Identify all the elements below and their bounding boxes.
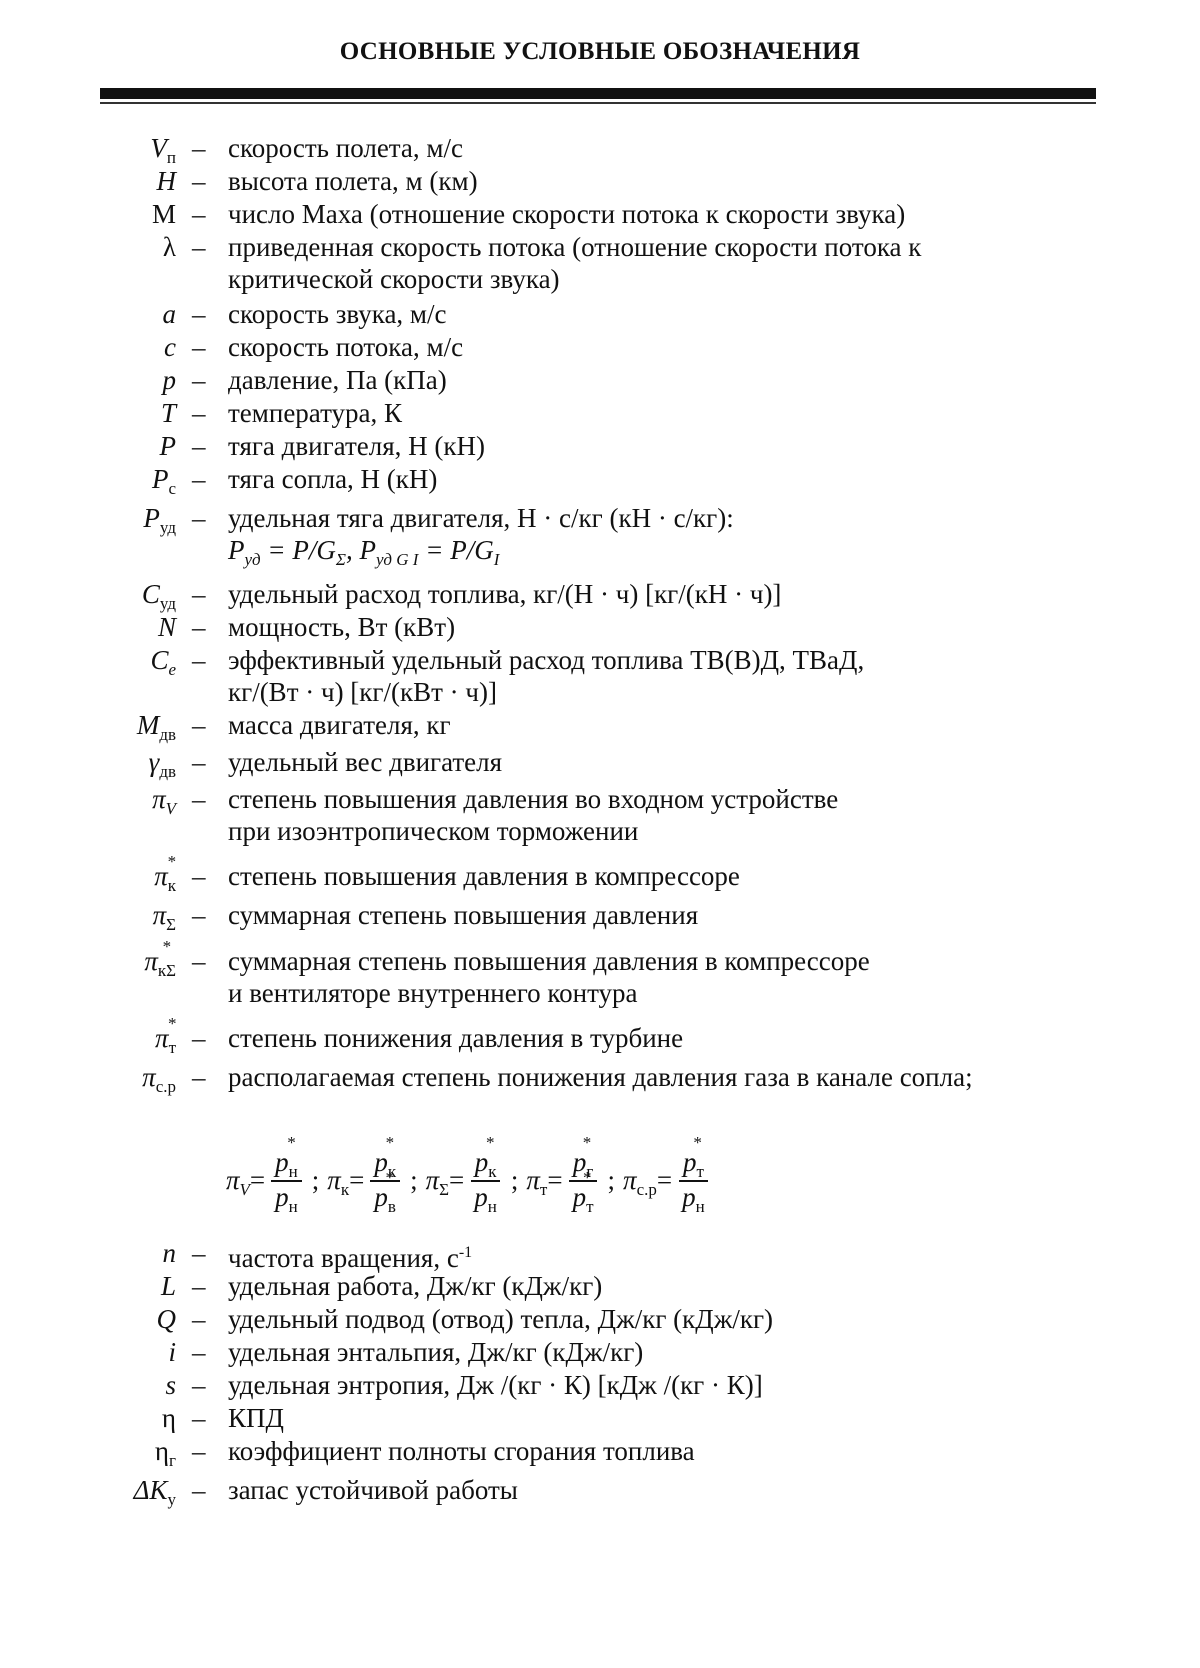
description: скорость полета, м/с — [228, 133, 463, 163]
description: удельная работа, Дж/кг (кДж/кг) — [228, 1271, 603, 1301]
description: располагаемая степень понижения давления газа в канале сопла; — [228, 1062, 973, 1092]
dash: – — [192, 166, 206, 196]
description: частота вращения, $с^{-1}$ — [228, 1243, 473, 1273]
description: удельный расход топлива, кг/(Н · ч) [кг/(кН · ч)] — [228, 579, 782, 609]
symbol: $P_с$ — [151, 464, 176, 498]
symbol: М — [151, 199, 176, 229]
symbol: $C_{уд}$ — [141, 579, 176, 613]
description: суммарная степень повышения давления в компрессоре — [228, 946, 870, 976]
description: удельная энтропия, Дж /(кг · К) [кДж /(кг · К)] — [228, 1370, 763, 1400]
dash: – — [192, 1370, 206, 1400]
description: критической скорости звука) — [228, 264, 560, 294]
formula-pi-sigma: $\pi_\Sigma$ = $\frac{p_к *}{p_н}$ ; — [426, 1147, 527, 1213]
symbol: $\pi_к$ * — [154, 860, 176, 892]
symbol: p — [162, 365, 176, 395]
dash: – — [192, 365, 206, 395]
symbol: H — [156, 166, 176, 196]
dash: – — [192, 946, 206, 976]
symbol: $\Delta K_у$ — [133, 1475, 176, 1509]
dash: – — [192, 900, 206, 930]
dash: – — [192, 579, 206, 609]
symbol: s — [165, 1370, 176, 1400]
symbol: Q — [156, 1304, 176, 1334]
description: удельный вес двигателя — [228, 747, 503, 777]
description: скорость звука, м/с — [228, 299, 447, 329]
description: коэффициент полноты сгорания топлива — [228, 1436, 695, 1466]
dash: – — [192, 464, 206, 494]
description: степень повышения давления во входном устройстве — [228, 784, 839, 814]
formula-pi-v: $\pi_V$ = $\frac{p_н *}{p_н}$ ; — [226, 1147, 327, 1213]
dash: – — [192, 784, 206, 814]
dash: – — [192, 1436, 206, 1466]
description: степень повышения давления в компрессоре — [228, 861, 740, 891]
description: тяга двигателя, Н (кН) — [228, 431, 485, 461]
dash: – — [192, 299, 206, 329]
description: удельная тяга двигателя, Н · с/кг (кН · с/кг): — [228, 503, 734, 533]
symbol: $М_{дв}$ — [136, 710, 176, 744]
symbol: $\pi_\Sigma$ — [152, 900, 176, 934]
dash: – — [192, 645, 206, 675]
description: давление, Па (кПа) — [228, 365, 447, 395]
symbol: P — [159, 431, 176, 461]
description: температура, К — [228, 398, 403, 428]
symbol: $\gamma_{дв}$ — [148, 747, 176, 781]
dash: – — [192, 199, 206, 229]
dash: – — [192, 1062, 206, 1092]
dash: – — [192, 503, 206, 533]
dash: – — [192, 710, 206, 740]
description: удельная энтальпия, Дж/кг (кДж/кг) — [228, 1337, 644, 1367]
symbol: c — [164, 332, 176, 362]
symbol: $\pi_т$ * — [155, 1022, 176, 1054]
symbol: $\pi_V$ — [152, 784, 176, 818]
description: степень понижения давления в турбине — [228, 1023, 684, 1053]
symbol: $C_e$ — [150, 645, 176, 679]
symbol: L — [160, 1271, 176, 1301]
description: и вентиляторе внутреннего контура — [228, 978, 638, 1008]
description: КПД — [228, 1403, 284, 1433]
description: мощность, Вт (кВт) — [228, 612, 456, 642]
specific-thrust-formula: $P_{уд} = P/G_\Sigma$, $P_{уд G I} = P/G_I$ — [228, 535, 500, 569]
formula-pi-t: $\pi_т$ = $\frac{p_г *}{p_т}$ * ; — [526, 1147, 623, 1213]
symbol: $\pi_{к\Sigma}$ * — [144, 945, 176, 977]
symbol: $\eta_г$ — [154, 1436, 176, 1470]
symbol: $\pi_{с.р}$ — [142, 1062, 176, 1096]
description: кг/(Вт · ч) [кг/(кВт · ч)] — [228, 677, 497, 707]
symbol: N — [157, 612, 176, 642]
title-rule-thin — [100, 102, 1096, 104]
page-title: ОСНОВНЫЕ УСЛОВНЫЕ ОБОЗНАЧЕНИЯ — [339, 38, 861, 65]
dash: – — [192, 861, 206, 891]
symbol: n — [162, 1238, 176, 1268]
description: масса двигателя, кг — [228, 710, 451, 740]
dash: – — [192, 398, 206, 428]
dash: – — [192, 232, 206, 262]
dash: – — [192, 133, 206, 163]
description: тяга сопла, Н (кН) — [228, 464, 438, 494]
formula-pi-k: $\pi_к$ = $\frac{p_к *}{p_в}$ * ; — [327, 1147, 425, 1213]
dash: – — [192, 332, 206, 362]
description: эффективный удельный расход топлива ТВ(В)Д, ТВаД, — [228, 645, 865, 675]
description: при изоэнтропическом торможении — [228, 816, 639, 846]
dash: – — [192, 612, 206, 642]
symbol: i — [168, 1337, 176, 1367]
description: суммарная степень повышения давления — [228, 900, 699, 930]
symbol: $V_п$ — [150, 133, 176, 167]
dash: – — [192, 1023, 206, 1053]
dash: – — [192, 1304, 206, 1334]
symbol: a — [162, 299, 176, 329]
description: удельный подвод (отвод) тепла, Дж/кг (кДж/кг) — [228, 1304, 774, 1334]
dash: – — [192, 1403, 206, 1433]
dash: – — [192, 1238, 206, 1268]
title-rule-thick — [100, 88, 1096, 99]
dash: – — [192, 1337, 206, 1367]
description: число Маха (отношение скорости потока к скорости звука) — [228, 199, 906, 229]
description: запас устойчивой работы — [228, 1475, 518, 1505]
pressure-ratio-formulas — [226, 1140, 715, 1220]
symbol: η — [161, 1403, 176, 1433]
dash: – — [192, 1475, 206, 1505]
description: приведенная скорость потока (отношение скорости потока к — [228, 232, 922, 262]
symbol: λ — [162, 232, 176, 262]
symbol: $P_{уд}$ — [143, 503, 176, 537]
dash: – — [192, 747, 206, 777]
description: скорость потока, м/с — [228, 332, 464, 362]
dash: – — [192, 431, 206, 461]
dash: – — [192, 1271, 206, 1301]
symbol: T — [160, 398, 176, 428]
description: высота полета, м (км) — [228, 166, 478, 196]
formula-pi-cr: $\pi_{с.р}$ = $\frac{p_т *}{p_н}$ — [623, 1147, 715, 1213]
